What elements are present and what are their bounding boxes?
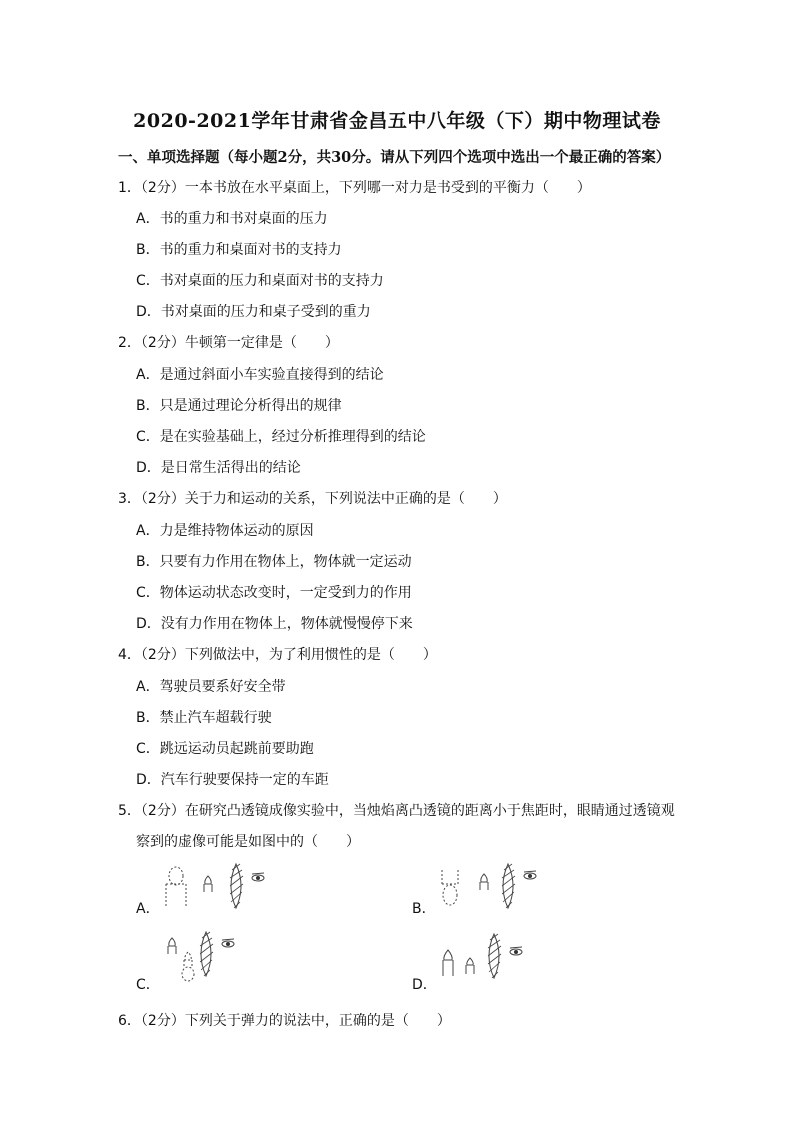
eye-icon — [252, 873, 264, 881]
question-2-option-d: D．是日常生活得出的结论 — [136, 460, 301, 476]
question-5-stem-line2: 察到的虚像可能是如图中的（ ） — [136, 834, 360, 850]
question-1-stem: 1．（2分）一本书放在水平桌面上，下列哪一对力是书受到的平衡力（ ） — [118, 180, 591, 196]
question-2-stem: 2．（2分）牛顿第一定律是（ ） — [118, 335, 339, 351]
eye-icon — [524, 871, 536, 879]
question-2-option-b: B．只是通过理论分析得出的规律 — [136, 398, 342, 414]
question-4-option-c: C．跳远运动员起跳前要助跑 — [136, 741, 314, 757]
question-4-stem: 4．（2分）下列做法中，为了利用惯性的是（ ） — [118, 647, 437, 663]
question-4-option-d: D．汽车行驶要保持一定的车距 — [136, 772, 329, 788]
question-1-option-c: C．书对桌面的压力和桌面对书的支持力 — [136, 273, 384, 289]
question-1-option-d: D．书对桌面的压力和桌子受到的重力 — [136, 304, 371, 320]
page-title: 2020-2021学年甘肃省金昌五中八年级（下）期中物理试卷 — [133, 110, 661, 132]
question-5-stem-line1: 5．（2分）在研究凸透镜成像实验中，当烛焰离凸透镜的距离小于焦距时，眼睛通过透镜观 — [118, 803, 675, 819]
section-heading: 一、单项选择题（每小题2分，共30分。请从下列四个选项中选出一个最正确的答案） — [118, 149, 671, 166]
eye-icon — [510, 947, 522, 955]
lens-figure-d — [436, 930, 546, 986]
eye-icon — [222, 939, 234, 947]
lens-figure-c — [160, 930, 270, 986]
question-3-option-a: A．力是维持物体运动的原因 — [136, 523, 314, 539]
question-3-option-b: B．只要有力作用在物体上，物体就一定运动 — [136, 554, 412, 570]
question-5-label-a: A． — [136, 901, 160, 917]
question-2-option-a: A．是通过斜面小车实验直接得到的结论 — [136, 367, 384, 383]
question-3-option-d: D．没有力作用在物体上，物体就慢慢停下来 — [136, 616, 413, 632]
question-3-stem: 3．（2分）关于力和运动的关系，下列说法中正确的是（ ） — [118, 491, 507, 507]
question-5-label-b: B． — [412, 901, 436, 917]
question-5-label-d: D． — [412, 977, 437, 993]
question-1-option-b: B．书的重力和桌面对书的支持力 — [136, 242, 342, 258]
question-3-option-c: C．物体运动状态改变时，一定受到力的作用 — [136, 585, 412, 601]
lens-figure-b — [436, 862, 546, 912]
question-6-stem: 6．（2分）下列关于弹力的说法中，正确的是（ ） — [118, 1013, 451, 1029]
question-4-option-a: A．驾驶员要系好安全带 — [136, 679, 286, 695]
question-2-option-c: C．是在实验基础上，经过分析推理得到的结论 — [136, 429, 426, 445]
question-5-label-c: C． — [136, 977, 160, 993]
question-4-option-b: B．禁止汽车超载行驶 — [136, 710, 272, 726]
lens-figure-a — [160, 862, 270, 912]
question-1-option-a: A．书的重力和书对桌面的压力 — [136, 211, 328, 227]
